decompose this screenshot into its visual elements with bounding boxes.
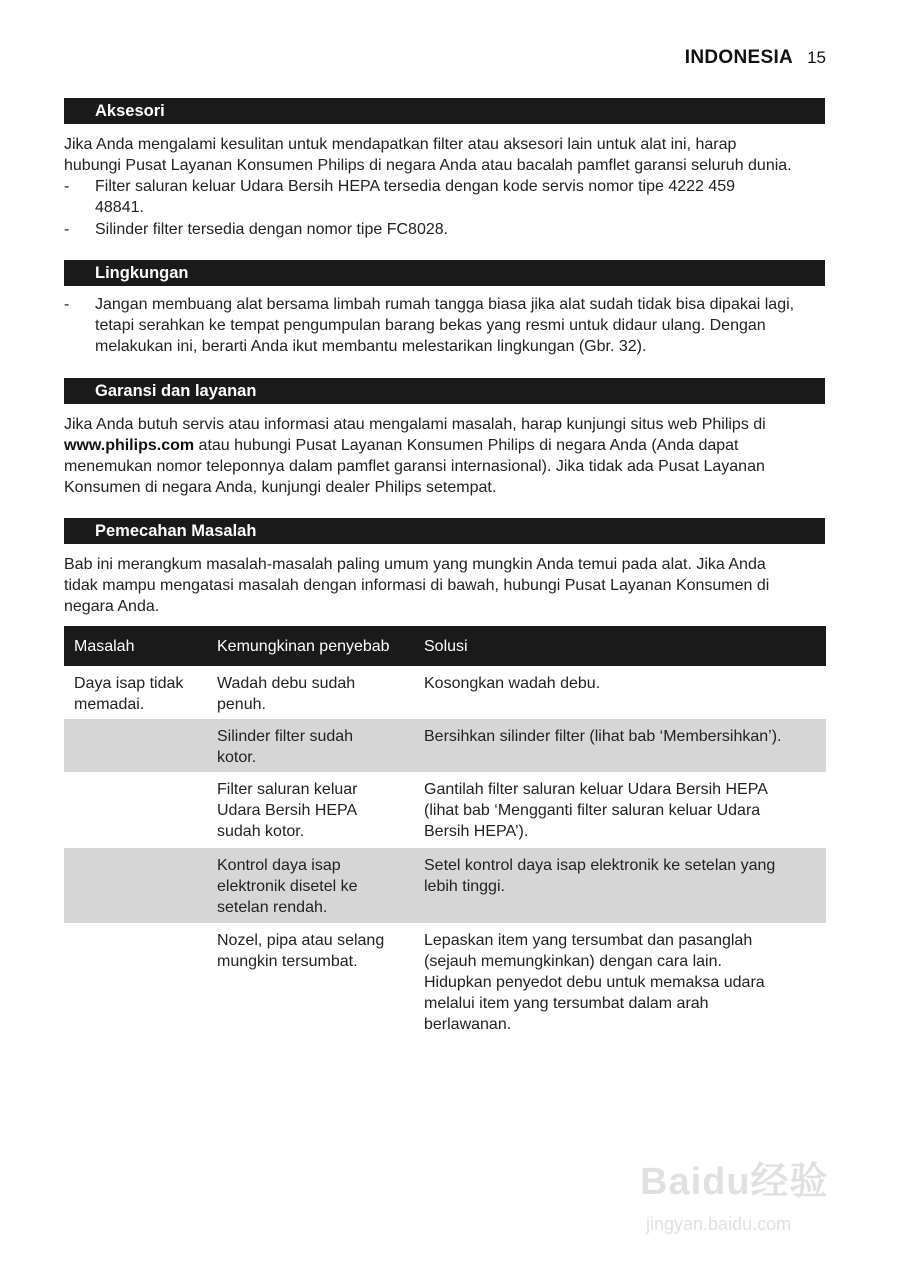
lingkungan-bullet — [64, 294, 834, 357]
bullet-line: tetapi serahkan ke tempat pengumpulan barang bekas yang resmi untuk didaur ulang. Dengan — [95, 317, 766, 334]
section-heading-lingkungan: Lingkungan — [64, 260, 825, 286]
text-line: hubungi Pusat Layanan Konsumen Philips di negara Anda atau bacalah pamflet garansi seluruh dunia. — [64, 157, 792, 174]
column-header-solusi: Solusi — [424, 637, 468, 655]
cause-cell — [217, 779, 424, 848]
solution-cell — [424, 779, 826, 848]
watermark-logo: Baidu经验 — [640, 1161, 829, 1203]
problem-cell — [64, 855, 217, 923]
cell-line: elektronik disetel ke — [217, 878, 358, 895]
cause-cell — [217, 930, 424, 1039]
language-label: INDONESIA — [684, 47, 794, 68]
cell-line: mungkin tersumbat. — [217, 953, 358, 970]
text-line: Jika Anda butuh servis atau informasi atau mengalami masalah, harap kunjungi situs web Philips di — [64, 416, 766, 433]
table-row — [64, 848, 826, 923]
table-row — [64, 719, 826, 772]
problem-cell — [64, 779, 217, 848]
column-header-penyebab: Kemungkinan penyebab — [217, 637, 390, 655]
cause-cell — [217, 726, 424, 772]
text-line — [64, 435, 834, 456]
aksesori-intro — [64, 134, 834, 176]
bullet-line: Silinder filter tersedia dengan nomor tipe FC8028. — [95, 221, 449, 238]
cell-line: memadai. — [74, 696, 145, 713]
bullet-dash: - — [64, 296, 70, 313]
cell-line: setelan rendah. — [217, 899, 328, 916]
table-row — [64, 923, 826, 1039]
bullet-line: 48841. — [95, 199, 144, 216]
page-number: 15 — [807, 48, 826, 67]
cell-line: Udara Bersih HEPA — [217, 802, 358, 819]
bullet-line: melakukan ini, berarti Anda ikut membantu melestarikan lingkungan (Gbr. 32). — [95, 338, 647, 355]
text-span: atau hubungi Pusat Layanan Konsumen Philips di negara Anda (Anda dapat — [194, 437, 739, 454]
cell-line: Kosongkan wadah debu. — [424, 675, 601, 692]
bullet-line: Filter saluran keluar Udara Bersih HEPA tersedia dengan kode servis nomor tipe 4222 459 — [95, 178, 736, 195]
column-header-masalah: Masalah — [74, 637, 135, 655]
aksesori-bullet-hepa — [64, 176, 834, 218]
table-header — [64, 626, 826, 666]
solution-cell — [424, 930, 826, 1039]
baidu-watermark — [640, 1150, 870, 1260]
cell-line: berlawanan. — [424, 1016, 512, 1033]
cell-line: Daya isap tidak — [74, 675, 184, 692]
solution-cell — [424, 855, 826, 923]
cell-line: melalui item yang tersumbat dalam arah — [424, 995, 709, 1012]
text-line: Jika Anda mengalami kesulitan untuk mendapatkan filter atau aksesori lain untuk alat ini, harap — [64, 136, 737, 153]
problem-cell — [64, 726, 217, 772]
section-heading-pemecahan: Pemecahan Masalah — [64, 518, 825, 544]
cell-line: Filter saluran keluar — [217, 781, 358, 798]
cell-line: kotor. — [217, 749, 257, 766]
website-link[interactable]: www.philips.com — [64, 437, 195, 454]
section-heading-garansi: Garansi dan layanan — [64, 378, 825, 404]
text-line: Bab ini merangkum masalah-masalah paling umum yang mungkin Anda temui pada alat. Jika Anda — [64, 556, 766, 573]
cell-line: Wadah debu sudah — [217, 675, 356, 692]
table-row — [64, 666, 826, 719]
pemecahan-intro — [64, 554, 834, 617]
cell-line: Hidupkan penyedot debu untuk memaksa udara — [424, 974, 765, 991]
troubleshooting-table — [64, 626, 826, 1039]
cell-line: Gantilah filter saluran keluar Udara Bersih HEPA — [424, 781, 768, 798]
text-line: menemukan nomor teleponnya dalam pamflet garansi internasional). Jika tidak ada Pusat Layanan — [64, 458, 765, 475]
text-line: negara Anda. — [64, 598, 160, 615]
cell-line: sudah kotor. — [217, 823, 305, 840]
cell-line: (lihat bab ‘Mengganti filter saluran keluar Udara — [424, 802, 761, 819]
cause-cell — [217, 855, 424, 923]
cell-line: Kontrol daya isap — [217, 857, 341, 874]
cell-line: (sejauh memungkinkan) dengan cara lain. — [424, 953, 722, 970]
table-row — [64, 772, 826, 848]
watermark-url: jingyan.baidu.com — [646, 1214, 792, 1234]
cell-line: Bersihkan silinder filter (lihat bab ‘Membersihkan’). — [424, 728, 782, 745]
cell-line: penuh. — [217, 696, 266, 713]
cause-cell — [217, 673, 424, 719]
cell-line: Silinder filter sudah — [217, 728, 354, 745]
cell-line: Setel kontrol daya isap elektronik ke setelan yang — [424, 857, 776, 874]
bullet-dash: - — [64, 178, 70, 195]
problem-cell — [64, 673, 217, 719]
solution-cell — [424, 673, 826, 719]
problem-cell — [64, 930, 217, 1039]
bullet-dash: - — [64, 221, 70, 238]
garansi-paragraph — [64, 414, 834, 498]
text-line: Konsumen di negara Anda, kunjungi dealer Philips setempat. — [64, 479, 497, 496]
cell-line: Nozel, pipa atau selang — [217, 932, 385, 949]
cell-line: Lepaskan item yang tersumbat dan pasanglah — [424, 932, 753, 949]
text-line: tidak mampu mengatasi masalah dengan informasi di bawah, hubungi Pusat Layanan Konsumen di — [64, 577, 770, 594]
page-header — [64, 46, 826, 70]
solution-cell — [424, 726, 826, 772]
bullet-line: Jangan membuang alat bersama limbah rumah tangga biasa jika alat sudah tidak bisa dipakai lagi, — [95, 296, 795, 313]
aksesori-bullet-silinder — [64, 219, 834, 240]
table-body — [64, 666, 826, 1039]
cell-line: lebih tinggi. — [424, 878, 505, 895]
section-heading-aksesori: Aksesori — [64, 98, 825, 124]
cell-line: Bersih HEPA’). — [424, 823, 529, 840]
